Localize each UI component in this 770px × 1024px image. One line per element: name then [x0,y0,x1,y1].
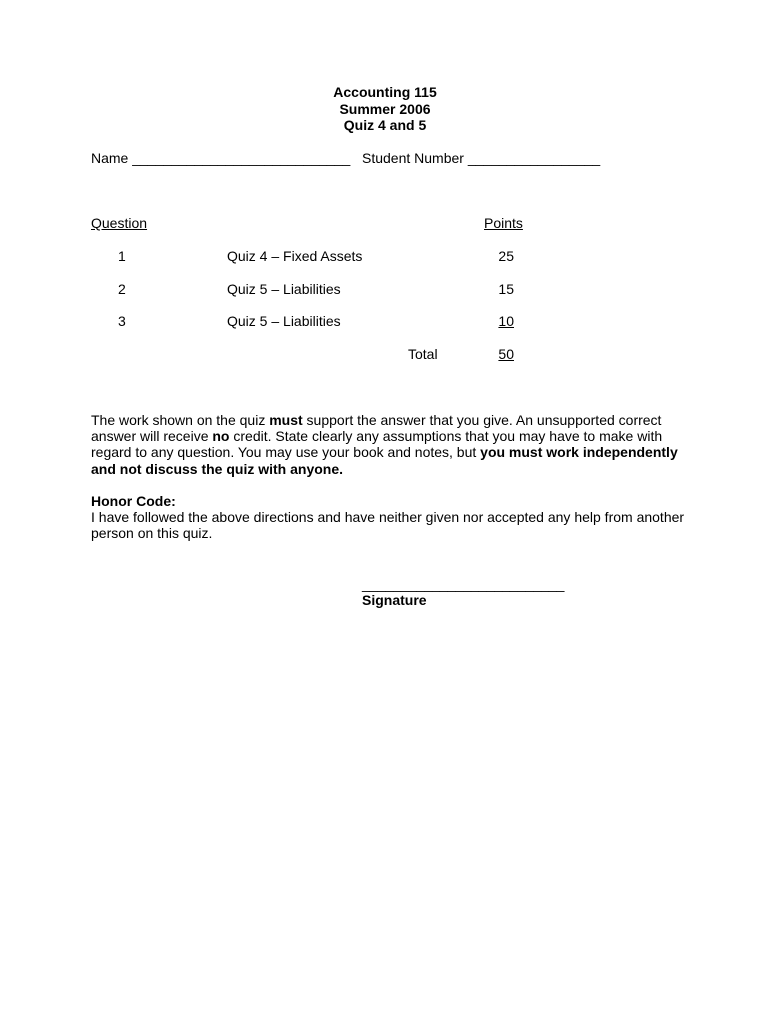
question-description: Quiz 4 – Fixed Assets [227,248,363,264]
emphasis-no: no [212,428,230,445]
instructions-text: regard to any question. You may use your book and notes, but [91,444,481,461]
document-title [0,84,770,134]
question-points: 25 [498,248,514,264]
name-field-label: Name ____________________________ [91,150,351,166]
signature-line: __________________________ [362,576,565,592]
points-column-header: Points [484,215,523,231]
question-number: 2 [118,281,126,297]
instructions-text: The work shown on the quiz [91,412,270,428]
instructions-line [91,412,691,428]
student-number-field-label: Student Number _________________ [362,150,601,166]
question-number: 3 [118,313,126,329]
honor-code-text: person on this quiz. [91,525,213,542]
question-column-header: Question [91,215,148,231]
instructions-text: support the answer that you give. An unsupported correct [302,412,662,428]
question-description: Quiz 5 – Liabilities [227,313,341,329]
honor-code-text: I have followed the above directions and have neither given nor accepted any help from another [91,509,685,526]
total-value: 50 [498,346,514,362]
instructions-line: and not discuss the quiz with anyone. [91,460,344,477]
question-points: 15 [498,281,514,297]
term-title: Summer 2006 [339,100,431,117]
instructions-paragraph [91,412,691,477]
instructions-line [91,428,691,444]
question-points: 10 [498,313,514,329]
total-label: Total [408,346,438,362]
emphasis-must: must [269,412,303,428]
emphasis-work-independently: you must work independently [480,444,678,461]
instructions-text: credit. State clearly any assumptions that you may have to make with [229,428,663,445]
quiz-title: Quiz 4 and 5 [343,117,427,133]
question-description: Quiz 5 – Liabilities [227,281,341,297]
signature-label: Signature [362,592,427,608]
question-number: 1 [118,248,126,264]
honor-code-heading: Honor Code: [91,493,176,509]
honor-code-section [91,493,691,542]
instructions-line [91,444,691,460]
instructions-text: answer will receive [91,428,213,445]
course-title: Accounting 115 [333,84,437,100]
